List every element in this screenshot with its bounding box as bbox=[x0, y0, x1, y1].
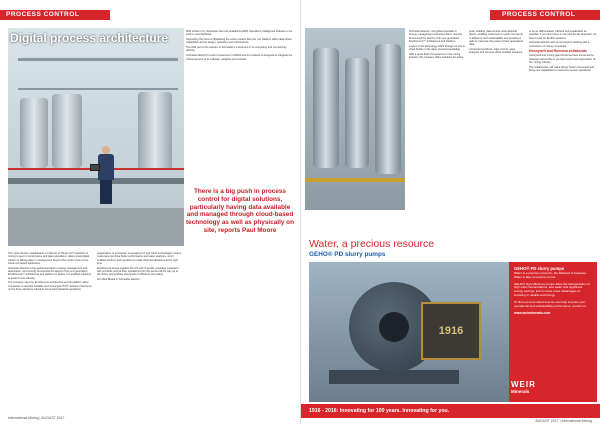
article-column-3: to be as differentiated, efficient and sustainable as possible. If you don't have a 'one-size-fits-all' approach, it's best to look for flexible solutions. Schneider Electric also announced its working with a consortium of mining companies. Honeywell and Rovensa collaborate Honeywell and mining giant Rovensa have announced a strategic partnership in process control and automation for the mining industry. The collaboration will make things 'better connected' and bring new capabilities to customers across operations. bbox=[529, 30, 597, 72]
panel-text: Water is a precious resource, the lifeblood of business. Water is also a resource at risk. bbox=[514, 271, 587, 279]
page-footer: International Mining | AUGUST 2017 bbox=[8, 416, 65, 420]
walkway bbox=[305, 178, 405, 182]
article-title: Digital process architecture bbox=[10, 31, 169, 45]
ad-title: Water, a precious resource bbox=[309, 238, 435, 250]
page-footer: AUGUST 2017 | International Mining bbox=[535, 419, 592, 423]
tank bbox=[345, 58, 369, 168]
hero-image bbox=[8, 28, 184, 246]
article-column-3: With Version 2.0, Schneider has now enabled its EMS Operations Intelligence software to be sold on new hardware. Supporting the trend of digitalising the entire product lifecycle, the platform offers data-driven capabilities across design, operation and maintenance. The third part of the solution is Schneider's investment in its computing and connectivity offering. Schneider Electric's recent investment in AVEVA and its products is designed to integrate the critical sensors of its software, analytics and controls. bbox=[186, 30, 293, 61]
pull-quote: There is a big push in process control for digital solutions, particularly having data available and managed through cloud-based technology as well as physically on site, reports Paul Moore bbox=[186, 188, 294, 234]
right-page bbox=[300, 0, 600, 424]
plant-photo bbox=[305, 28, 405, 210]
article-column-1: Schneider Electric, the global specialist in energy management and automation, recently announced the launch of its next generation EcoStruxure™ architecture and platform. Layers of the technology stack through on-site to cloud builds on the deep process knowledge. With a great deal of experience in the mining industry, the company offers solutions for today. bbox=[409, 30, 465, 60]
ad-subtitle: GEHO® PD slurry pumps bbox=[309, 251, 386, 258]
tank bbox=[52, 94, 82, 168]
pipe bbox=[18, 88, 178, 90]
brand-logo: WEIR bbox=[511, 380, 536, 389]
panel-text: To find out more about how we can help improve your operational and sustainability performance, contact us. bbox=[514, 299, 587, 308]
section-label: PROCESS CONTROL bbox=[0, 10, 110, 20]
engineer-figure bbox=[98, 146, 114, 206]
subheading: Honeywell and Rovensa collaborate bbox=[529, 48, 587, 53]
tank bbox=[138, 92, 172, 170]
website-link[interactable]: www.weirminerals.com bbox=[514, 311, 551, 316]
section-label: PROCESS CONTROL bbox=[490, 10, 600, 20]
ad-slogan-strip: 1916 - 2016: Innovating for 100 years. Innovating for you. bbox=[301, 404, 600, 418]
pipe bbox=[18, 58, 178, 61]
pump-base bbox=[329, 370, 459, 384]
article-column-1: The most obvious manifestation of Internet of Things (IoT) solutions in mining is seen in trend pieces and plant operations, where great digital traction is taking place in management beyond the control room to the cloud-connected application. Schneider Electric is the global specialist in energy management and automation, and recently announced the launch of its next generation EcoStruxure™ architecture and platform to deliver IoT-enabled solutions at scale for the industry. The company says the EcoStruxure architecture and its platform allow companies to develop scalable and converged IT/OT solutions that focus on the three elements critical to connected industrial operations. bbox=[8, 252, 92, 291]
tank bbox=[20, 98, 48, 168]
article-column-2: organisation or enterprise. Leveraging IoT and cloud technologies means customers can drive better performance and faster analytics, and it enables workers and operators to make informed decisions at the right time. EcoStruxure brings together the OT and IT worlds, providing customers with a holistic view of their operations from the sensor all the way up to the cloud, and enables new levels of efficiency and safety. For Mica Bhatia in Schneider Electric... bbox=[97, 252, 181, 282]
article-column-2: grids, building, data centres and industrial plants, enabling customers to reach new levels of efficiency and sustainability and provides a path to maximise the power of their operational data. Connected products, edge control, apps, analytics and services allow scalable solutions. bbox=[469, 30, 523, 55]
panel-title: GEHO® PD slurry pumps bbox=[514, 266, 565, 271]
brand-name: Minerals bbox=[511, 389, 530, 394]
anniversary-badge: 1916 bbox=[421, 302, 481, 360]
floor bbox=[8, 208, 184, 246]
walkway bbox=[8, 178, 184, 184]
tablet-icon bbox=[90, 164, 100, 171]
tank bbox=[313, 48, 339, 168]
pump-inlet bbox=[379, 312, 409, 342]
weir-logo bbox=[511, 380, 595, 398]
tank bbox=[375, 44, 401, 174]
panel-text: GEHO® high efficiency pumps allow the transportation of high solid concentrations, less water and significant energy savings, just to name a few advantages of investing in reliable technology. bbox=[514, 281, 590, 297]
